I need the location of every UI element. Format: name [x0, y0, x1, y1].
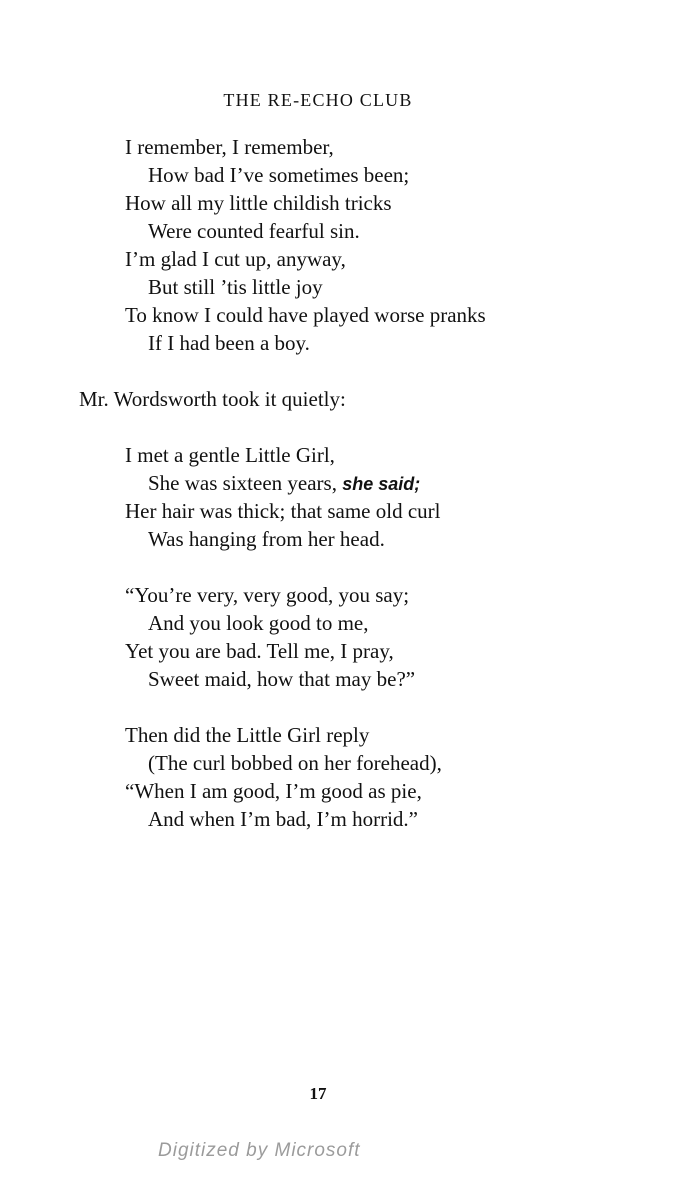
poem-line: If I had been a boy.	[148, 331, 310, 355]
poem-line: How all my little childish tricks	[125, 191, 392, 215]
digitization-watermark: Digitized by Microsoft	[158, 1140, 361, 1161]
poem-line: And you look good to me,	[148, 611, 369, 635]
running-head: THE RE-ECHO CLUB	[223, 90, 413, 110]
prose-line: Mr. Wordsworth took it quietly:	[79, 387, 346, 411]
poem-line: Yet you are bad. Tell me, I pray,	[125, 639, 394, 663]
poem-line	[148, 473, 420, 494]
poem-line: I’m glad I cut up, anyway,	[125, 247, 346, 271]
page-number: 17	[309, 1084, 327, 1103]
poem-line: How bad I’ve sometimes been;	[148, 163, 410, 187]
poem-line: Sweet maid, how that may be?”	[148, 667, 416, 691]
poem-line: Then did the Little Girl reply	[125, 723, 370, 747]
poem-line: Was hanging from her head.	[148, 527, 385, 551]
poem-line: But still ’tis little joy	[148, 275, 323, 299]
poem-line: (The curl bobbed on her forehead),	[148, 751, 442, 775]
poem-line: “When I am good, I’m good as pie,	[125, 779, 422, 803]
poem-line: Were counted fearful sin.	[148, 219, 360, 243]
poem-line: I remember, I remember,	[125, 135, 334, 159]
emphasis-text: she said;	[342, 474, 421, 494]
poem-line: Her hair was thick; that same old curl	[125, 499, 441, 523]
poem-line: And when I’m bad, I’m horrid.”	[148, 807, 419, 831]
poem-line-text: She was sixteen years,	[148, 471, 343, 495]
poem-line: “You’re very, very good, you say;	[125, 583, 410, 607]
poem-line: I met a gentle Little Girl,	[125, 443, 335, 467]
poem-line: To know I could have played worse pranks	[125, 303, 486, 327]
